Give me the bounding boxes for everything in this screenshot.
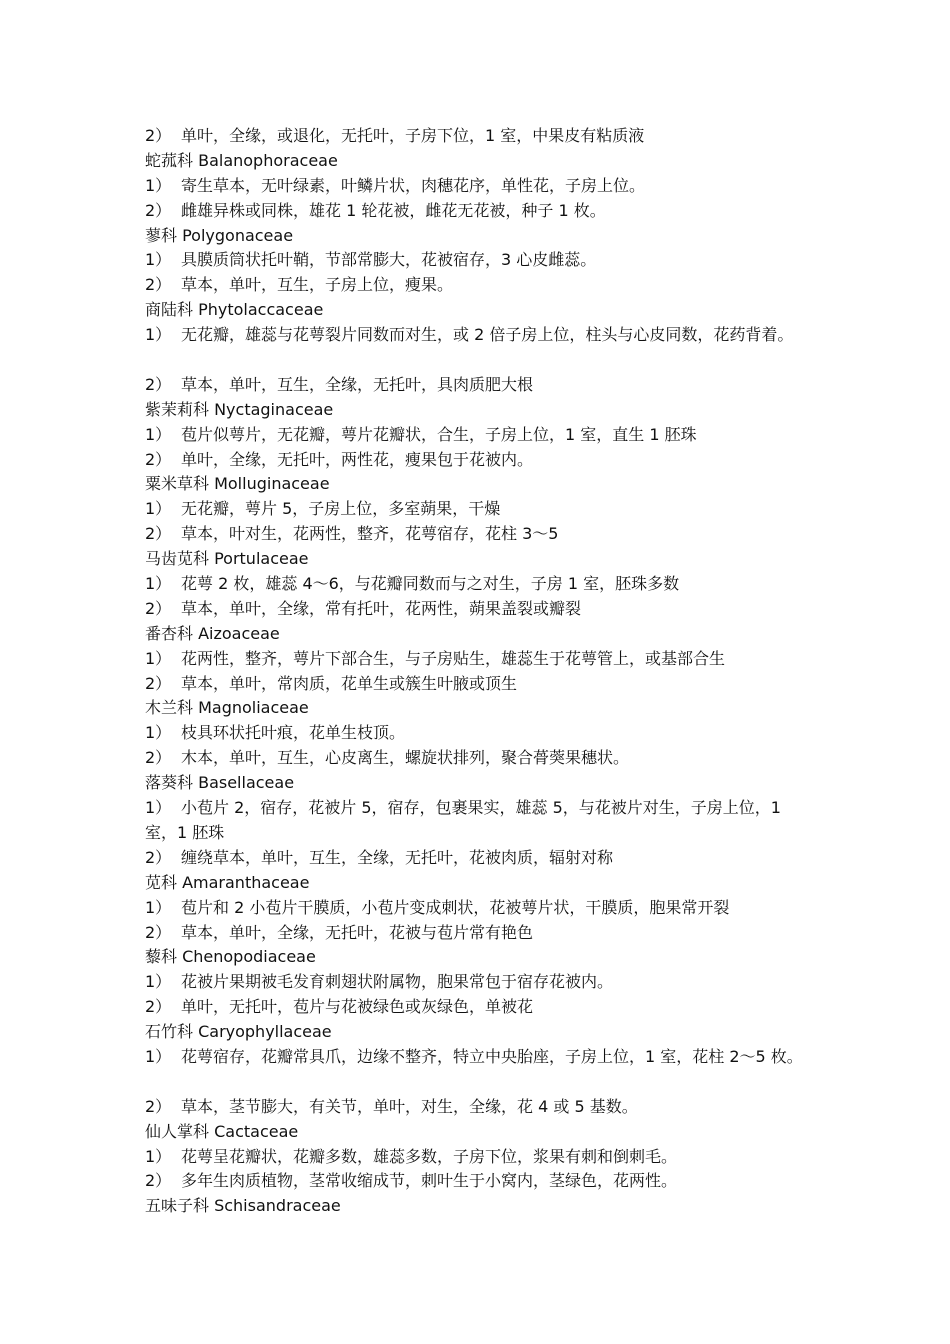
item-number: 1） (145, 424, 172, 444)
list-item (145, 273, 835, 298)
line-text: 草本，叶对生，花两性，整齐，花萼宿存，花柱 3～5 (181, 524, 559, 544)
line-text: 无花瓣，雄蕊与花萼裂片同数而对生，或 2 倍子房上位，柱头与心皮同数，花药背着。 (181, 325, 794, 345)
line-text: 落葵科 Basellaceae (145, 773, 295, 793)
line-text: 多年生肉质植物，茎常收缩成节，刺叶生于小窝内，茎绿色，花两性。 (181, 1171, 678, 1191)
item-number: 2） (145, 847, 172, 867)
line-text: 藜科 Chenopodiaceae (145, 947, 316, 967)
line-text: 具膜质筒状托叶鞘，节部常膨大，花被宿存，3 心皮雌蕊。 (181, 250, 597, 270)
item-number: 1） (145, 897, 172, 917)
line-text: 木兰科 Magnoliaceae (145, 698, 309, 718)
list-item (145, 1045, 835, 1070)
item-number: 1） (145, 648, 172, 668)
item-number: 1） (145, 1046, 172, 1066)
line-text: 仙人掌科 Cactaceae (145, 1121, 299, 1141)
line-text: 单叶，无托叶，苞片与花被绿色或灰绿色，单被花 (181, 997, 534, 1017)
list-item (145, 199, 835, 224)
item-number: 1） (145, 499, 172, 519)
family-heading (145, 1020, 835, 1045)
list-item (145, 746, 835, 771)
line-text: 草本，单叶，全缘，无托叶，花被与苞片常有艳色 (181, 922, 534, 942)
list-item (145, 970, 835, 995)
item-number: 2） (145, 997, 172, 1017)
item-number: 2） (145, 922, 172, 942)
blank-line (145, 348, 835, 373)
list-item (145, 572, 835, 597)
item-number: 2） (145, 200, 172, 220)
family-heading (145, 149, 835, 174)
line-text: 苞片和 2 小苞片干膜质，小苞片变成刺状，花被萼片状，干膜质，胞果常开裂 (181, 897, 730, 917)
list-item (145, 846, 835, 871)
item-number: 2） (145, 748, 172, 768)
item-number: 2） (145, 449, 172, 469)
line-text: 无花瓣，萼片 5，子房上位，多室蒴果，干燥 (181, 499, 501, 519)
line-text: 花萼宿存，花瓣常具爪，边缘不整齐，特立中央胎座，子房上位，1 室，花柱 2～5 枚。 (181, 1046, 803, 1066)
list-item (145, 124, 835, 149)
family-heading (145, 622, 835, 647)
line-text: 花萼呈花瓣状，花瓣多数，雄蕊多数，子房下位，浆果有刺和倒刺毛。 (181, 1146, 678, 1166)
line-text: 苋科 Amaranthaceae (145, 872, 310, 892)
family-heading (145, 1120, 835, 1145)
list-item (145, 497, 835, 522)
line-text: 紫茉莉科 Nyctaginaceae (145, 399, 334, 419)
item-number: 2） (145, 1171, 172, 1191)
list-item (145, 921, 835, 946)
family-heading (145, 771, 835, 796)
list-item (145, 597, 835, 622)
list-item (145, 995, 835, 1020)
family-heading (145, 298, 835, 323)
item-number: 2） (145, 374, 172, 394)
line-text: 蛇菰科 Balanophoraceae (145, 150, 338, 170)
list-item (145, 896, 835, 921)
item-number: 1） (145, 1146, 172, 1166)
line-text: 草本，茎节膨大，有关节，单叶，对生，全缘，花 4 或 5 基数。 (181, 1096, 638, 1116)
line-text: 小苞片 2，宿存，花被片 5，宿存，包裹果实，雄蕊 5，与花被片对生，子房上位，1 (181, 798, 781, 818)
item-number: 2） (145, 275, 172, 295)
line-text: 五味子科 Schisandraceae (145, 1196, 341, 1216)
list-item (145, 647, 835, 672)
list-item (145, 1169, 835, 1194)
line-text: 蓼科 Polygonaceae (145, 225, 294, 245)
item-number: 2） (145, 598, 172, 618)
family-heading (145, 871, 835, 896)
line-text: 草本，单叶，互生，全缘，无托叶，具肉质肥大根 (181, 374, 534, 394)
line-text: 草本，单叶，全缘，常有托叶，花两性，蒴果盖裂或瓣裂 (181, 598, 582, 618)
line-text: 木本，单叶，互生，心皮离生，螺旋状排列，聚合蓇葖果穗状。 (181, 748, 630, 768)
item-number: 2） (145, 1096, 172, 1116)
list-item (145, 448, 835, 473)
list-item (145, 522, 835, 547)
list-item (145, 423, 835, 448)
list-item (145, 174, 835, 199)
item-number: 1） (145, 972, 172, 992)
list-item (145, 672, 835, 697)
list-item (145, 323, 835, 348)
line-text: 草本，单叶，常肉质，花单生或簇生叶腋或顶生 (181, 673, 518, 693)
line-text: 番杏科 Aizoaceae (145, 623, 280, 643)
family-heading (145, 696, 835, 721)
line-text: 花两性，整齐，萼片下部合生，与子房贴生，雄蕊生于花萼管上，或基部合生 (181, 648, 726, 668)
item-number: 1） (145, 723, 172, 743)
document-body (145, 124, 835, 1219)
line-text: 草本，单叶，互生，子房上位，瘦果。 (181, 275, 454, 295)
line-text: 花被片果期被毛发育刺翅状附属物，胞果常包于宿存花被内。 (181, 972, 614, 992)
list-item (145, 1095, 835, 1120)
family-heading (145, 472, 835, 497)
line-text: 缠绕草本，单叶，互生，全缘，无托叶，花被肉质，辐射对称 (181, 847, 614, 867)
family-heading (145, 547, 835, 572)
list-item (145, 373, 835, 398)
line-text: 雌雄异株或同株，雄花 1 轮花被，雌花无花被，种子 1 枚。 (181, 200, 606, 220)
line-text: 粟米草科 Molluginaceae (145, 474, 330, 494)
line-text: 石竹科 Caryophyllaceae (145, 1022, 332, 1042)
family-heading (145, 224, 835, 249)
family-heading (145, 945, 835, 970)
item-number: 1） (145, 325, 172, 345)
family-heading (145, 398, 835, 423)
line-text: 单叶，全缘，无托叶，两性花，瘦果包于花被内。 (181, 449, 534, 469)
line-text: 寄生草本，无叶绿素，叶鳞片状，肉穗花序，单性花，子房上位。 (181, 175, 646, 195)
item-number: 1） (145, 574, 172, 594)
item-number: 2） (145, 673, 172, 693)
item-number: 1） (145, 175, 172, 195)
list-item (145, 796, 835, 821)
item-number: 2） (145, 524, 172, 544)
list-item (145, 248, 835, 273)
line-text: 马齿苋科 Portulaceae (145, 549, 309, 569)
item-number: 2） (145, 126, 172, 145)
line-text: 花萼 2 枚，雄蕊 4～6，与花瓣同数而与之对生，子房 1 室，胚珠多数 (181, 574, 680, 594)
item-number: 1） (145, 250, 172, 270)
blank-line (145, 1070, 835, 1095)
list-item (145, 1145, 835, 1170)
line-text: 苞片似萼片，无花瓣，萼片花瓣状，合生，子房上位，1 室，直生 1 胚珠 (181, 424, 697, 444)
item-number: 1） (145, 798, 172, 818)
family-heading (145, 1194, 835, 1219)
line-text: 单叶，全缘，或退化，无托叶，子房下位，1 室，中果皮有粘质液 (181, 126, 645, 145)
line-text: 室，1 胚珠 (145, 822, 225, 842)
line-text: 枝具环状托叶痕，花单生枝顶。 (181, 723, 406, 743)
family-heading (145, 821, 835, 846)
list-item (145, 721, 835, 746)
line-text: 商陆科 Phytolaccaceae (145, 300, 324, 320)
